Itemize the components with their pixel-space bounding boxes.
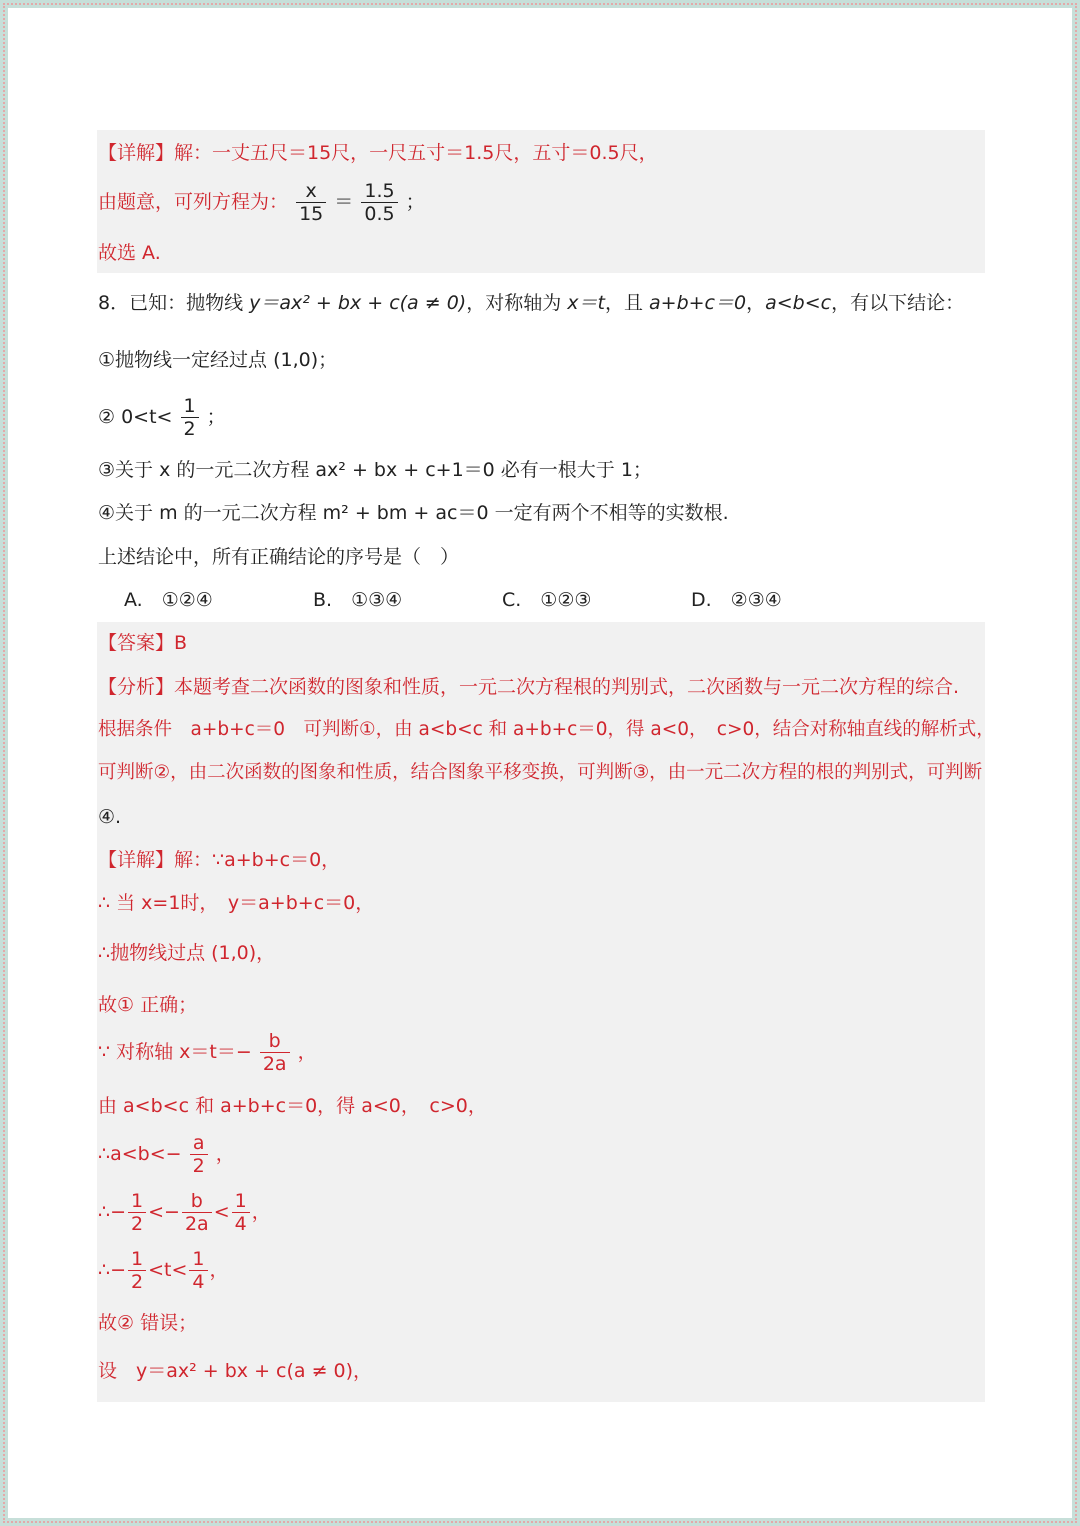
- fraction-b-over-2a: [260, 1030, 290, 1075]
- question-8-stem: [98, 291, 964, 315]
- denominator: 2: [131, 1213, 144, 1235]
- option-b[interactable]: B. ①③④: [313, 589, 403, 611]
- denominator: 15: [299, 203, 324, 225]
- conclusion-2-suffix: ；: [206, 406, 226, 428]
- analysis-line-2: 根据条件 a+b+c＝0 可判断①，由 a<b<c 和 a+b+c＝0，得 a<0， c>0，结合对称轴直线的解析式，: [98, 719, 995, 740]
- denominator: 0.5: [364, 203, 395, 225]
- detail-line-1: 【详解】解：∵a+b+c＝0，: [98, 849, 341, 871]
- denominator: 4: [234, 1213, 247, 1235]
- detail-line-3: ∴抛物线过点 (1,0)，: [98, 942, 276, 964]
- conclusion-2-prefix: ② 0<t<: [98, 406, 173, 428]
- detail-line-8: [98, 1190, 271, 1235]
- semicolon: ；: [405, 191, 425, 213]
- detail-line-4: 故① 正确；: [98, 994, 198, 1016]
- stem-math-parabola: y＝ax² + bx + c(a ≠ 0): [249, 292, 467, 314]
- stem-math-axis: x＝t: [567, 292, 605, 314]
- stem-text-b: ，对称轴为: [466, 292, 568, 314]
- fraction-x-over-15: [296, 180, 326, 225]
- bound-middle: <−: [148, 1201, 180, 1223]
- detail-line-11: 设 y＝ax² + bx + c(a ≠ 0)，: [98, 1360, 373, 1382]
- detail-line-5: [98, 1030, 317, 1075]
- axis-formula-prefix: ∵ 对称轴 x＝t＝−: [98, 1041, 252, 1063]
- stem-text-e: ，有以下结论：: [831, 292, 965, 314]
- detail-line-10: 故② 错误；: [98, 1312, 198, 1334]
- detail-line-9: [98, 1248, 229, 1293]
- option-a[interactable]: A. ①②④: [124, 589, 213, 611]
- equals-sign: ＝: [334, 191, 354, 213]
- bound-prefix: ∴−: [98, 1201, 127, 1223]
- numerator: b: [260, 1030, 290, 1053]
- detail-line-6: 由 a<b<c 和 a+b+c＝0，得 a<0， c>0，: [98, 1095, 487, 1117]
- stem-math-order: a<b<c: [765, 292, 832, 314]
- conclusion-4: ④关于 m 的一元二次方程 m² + bm + ac＝0 一定有两个不相等的实数根.: [98, 502, 729, 524]
- inequality-suffix: ，: [215, 1143, 235, 1165]
- detail-line-1: 【详解】解：一丈五尺＝15尺，一尺五寸＝1.5尺，五寸＝0.5尺，: [98, 142, 658, 164]
- axis-formula-suffix: ，: [297, 1041, 317, 1063]
- bound-suffix: ，: [251, 1201, 271, 1223]
- conclusion-2: [98, 395, 226, 440]
- equation-prefix: 由题意，可列方程为：: [98, 191, 289, 213]
- detail-line-2: ∴ 当 x=1时， y＝a+b+c＝0，: [98, 892, 375, 914]
- detail-line-7: [98, 1132, 235, 1177]
- fraction-one-half: [128, 1248, 146, 1293]
- numerator: b: [182, 1190, 212, 1213]
- analysis-line-3: 可判断②，由二次函数的图象和性质，结合图象平移变换，可判断③，由一元二次方程的根的判别式，可判断: [98, 762, 983, 783]
- question-ask: 上述结论中，所有正确结论的序号是（ ）: [98, 546, 460, 568]
- stem-text-c: ，且: [604, 292, 649, 314]
- denominator: 2a: [184, 1213, 209, 1235]
- analysis-line-1: 【分析】本题考查二次函数的图象和性质，一元二次方程根的判别式，二次函数与一元二次方程的综合.: [98, 676, 960, 698]
- numerator: 1: [181, 395, 199, 418]
- conclusion-1: ①抛物线一定经过点 (1,0)；: [98, 349, 338, 371]
- t-bound-middle: <t<: [148, 1259, 188, 1281]
- fraction-a-over-2: [190, 1132, 208, 1177]
- numerator: x: [296, 180, 326, 203]
- answer-line: 【答案】B: [98, 632, 188, 654]
- denominator: 2: [183, 418, 196, 440]
- numerator: 1: [232, 1190, 250, 1213]
- fraction-one-half: [128, 1190, 146, 1235]
- t-bound-prefix: ∴−: [98, 1259, 127, 1281]
- denominator: 2: [192, 1155, 205, 1177]
- option-d[interactable]: D. ②③④: [691, 589, 782, 611]
- equation-line: [98, 180, 425, 225]
- numerator: a: [190, 1132, 208, 1155]
- t-bound-suffix: ，: [209, 1259, 229, 1281]
- choose-answer-line: 故选 A.: [98, 242, 161, 264]
- fraction-one-quarter: [189, 1248, 207, 1293]
- numerator: 1: [128, 1190, 146, 1213]
- fraction-one-half: [181, 395, 199, 440]
- numerator: 1: [189, 1248, 207, 1271]
- denominator: 2: [131, 1271, 144, 1293]
- stem-text-d: ，: [746, 292, 766, 314]
- fraction-b-over-2a: [182, 1190, 212, 1235]
- numerator: 1.5: [361, 180, 397, 203]
- option-c[interactable]: C. ①②③: [502, 589, 592, 611]
- numerator: 1: [128, 1248, 146, 1271]
- analysis-line-4: ④.: [98, 806, 122, 828]
- stem-text-a: 8．已知：抛物线: [98, 292, 250, 314]
- denominator: 4: [192, 1271, 205, 1293]
- inequality-prefix: ∴a<b<−: [98, 1143, 182, 1165]
- stem-math-sum: a+b+c＝0: [649, 292, 747, 314]
- denominator: 2a: [262, 1053, 287, 1075]
- bound-less-than: <: [213, 1201, 230, 1223]
- conclusion-3: ③关于 x 的一元二次方程 ax² + bx + c+1＝0 必有一根大于 1；: [98, 459, 652, 481]
- fraction-one-quarter: [232, 1190, 250, 1235]
- fraction-15-over-05: [361, 180, 397, 225]
